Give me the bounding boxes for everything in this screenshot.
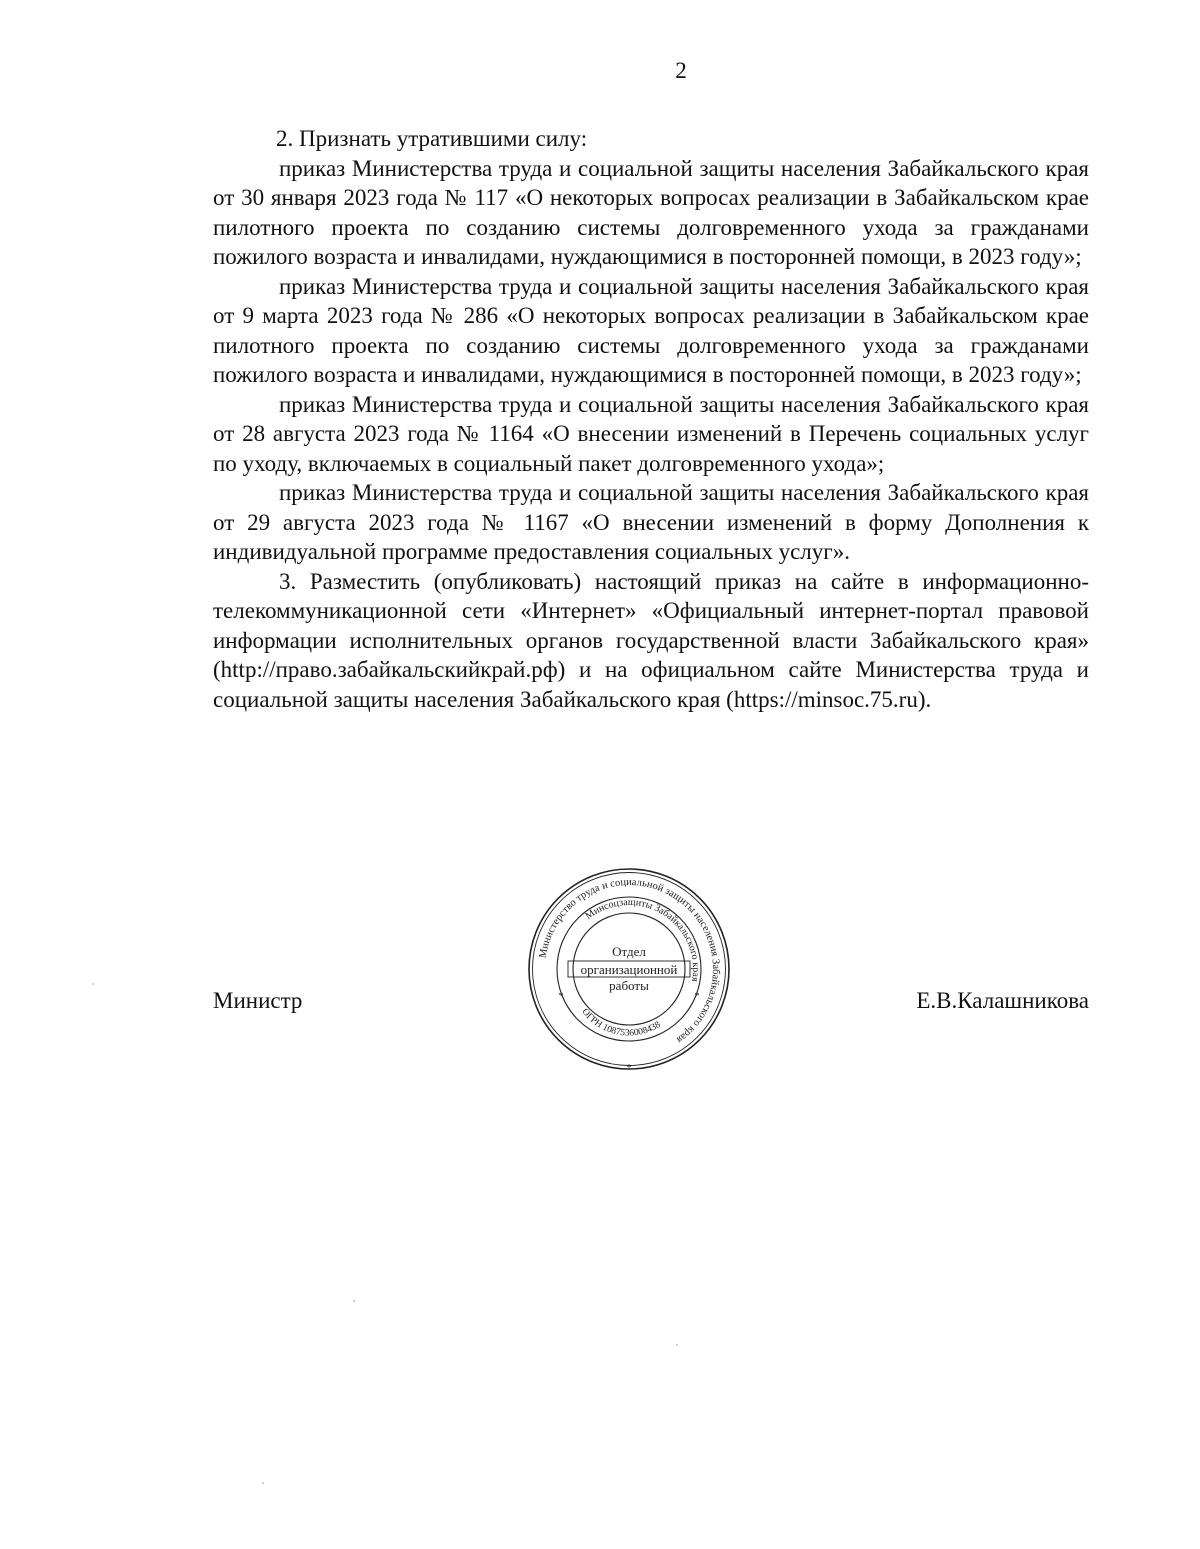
paragraph-order-286: приказ Министерства труда и социальной защиты населения Забайкальского края от 9 марта 2023 года № 286 «О некоторых вопросах реализации в Забайкальском крае пилотного проекта по созданию системы долговременного ухода за гражданами пожилого возраста и инвалидами, нуждающимися в посторонней помощи, в 2023 году»; xyxy=(213,273,1089,387)
stamp-ogrn: ОГРН 1087536008438 xyxy=(579,1007,663,1039)
scan-speck xyxy=(92,983,94,985)
paragraph-publication: 3. Разместить (опубликовать) настоящий приказ на сайте в информационно-телекоммуникационной сети «Интернет» «Официальный интернет-портал правовой информации исполнительных органов государственной власти Забайкальского края» (http://право.забайкальскийкрай.рф) и на официальном сайте Министерства труда и социальной защиты населения Забайкальского края (https://minsoc.75.ru). xyxy=(213,568,1089,712)
stamp-center-line-2: организационной xyxy=(580,962,678,977)
official-seal-stamp xyxy=(526,866,732,1072)
stamp-inner-text: Минсоцзащиты Забайкальского края xyxy=(583,896,702,983)
paragraph-heading: 2. Признать утратившими силу: xyxy=(276,126,588,151)
stamp-center-line-1: Отдел xyxy=(612,944,646,959)
signatory-position: Министр xyxy=(213,988,303,1013)
scan-speck xyxy=(676,1344,678,1346)
stamp-star-bottom: * xyxy=(626,1063,632,1072)
scan-speck xyxy=(353,1300,355,1302)
paragraph-order-1164: приказ Министерства труда и социальной защиты населения Забайкальского края от 28 августа 2023 года № 1164 «О внесении изменений в Перечень социальных услуг по уходу, включаемых в социальный пакет долговременного ухода»; xyxy=(213,391,1089,476)
document-body xyxy=(213,124,1089,714)
stamp-center-line-3: работы xyxy=(609,978,649,993)
stamp-star-left: * xyxy=(558,991,564,1002)
page-number: 2 xyxy=(675,58,687,83)
paragraph-order-1167: приказ Министерства труда и социальной защиты населения Забайкальского края от 29 августа 2023 года № 1167 «О внесении изменений в форму Дополнения к индивидуальной программе предоставления социальных услуг». xyxy=(213,480,1089,564)
stamp-star-right: * xyxy=(694,991,700,1002)
scan-speck xyxy=(262,1482,264,1484)
signatory-name: Е.В.Калашникова xyxy=(916,988,1089,1013)
stamp-outer-text: Министерство труда и социальной защиты населения Забайкальского края xyxy=(537,876,722,1046)
paragraph-order-117: приказ Министерства труда и социальной защиты населения Забайкальского края от 30 января 2023 года № 117 «О некоторых вопросах реализации в Забайкальском крае пилотного проекта по созданию системы долговременного ухода за гражданами пожилого возраста и инвалидами, нуждающимися в посторонней помощи, в 2023 году»; xyxy=(213,155,1089,269)
